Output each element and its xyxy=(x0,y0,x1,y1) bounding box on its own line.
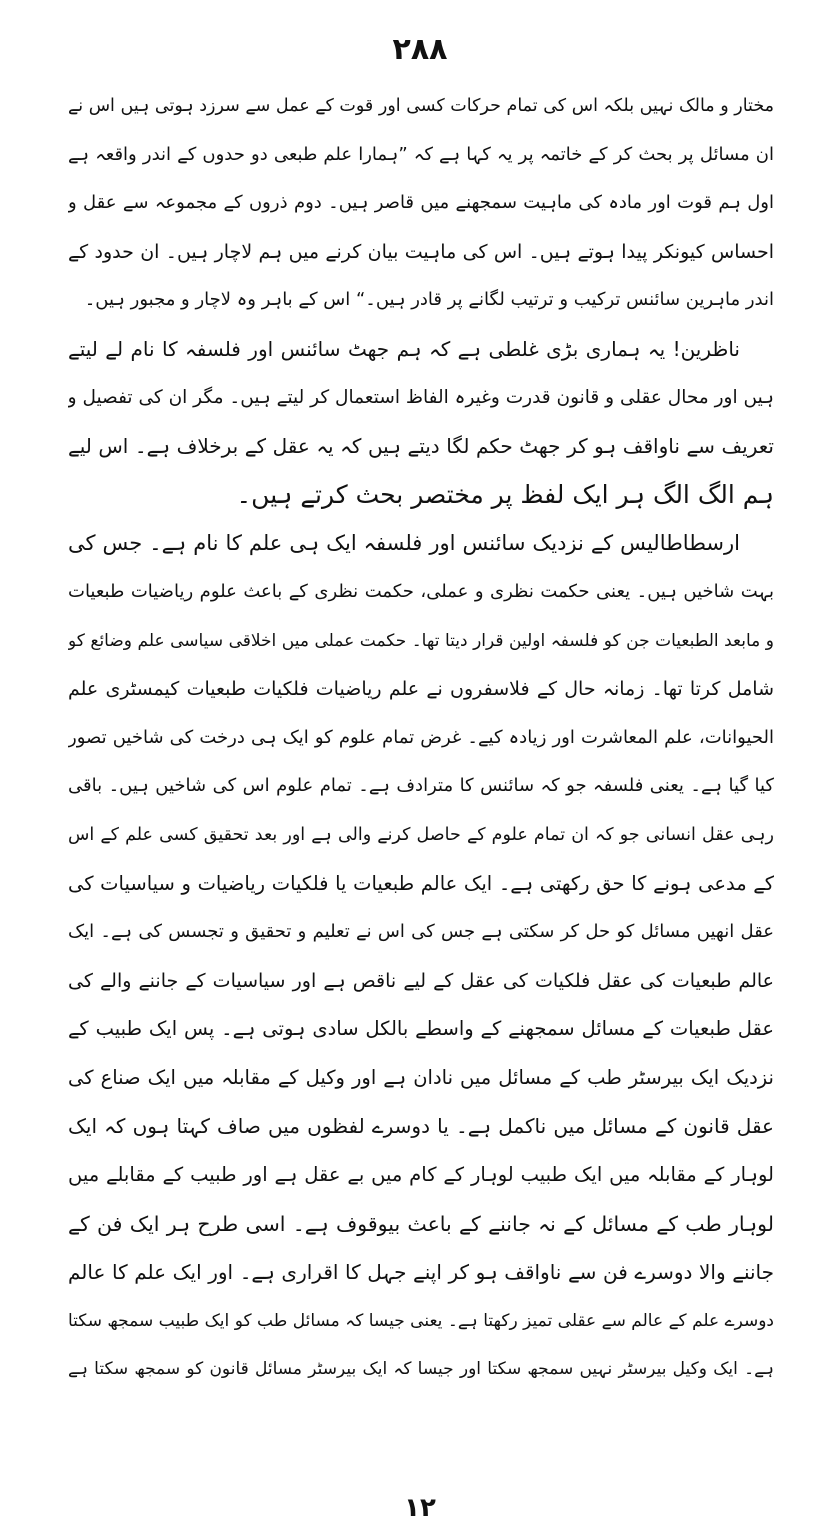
text-line: ان مسائل پر بحث کر کے خاتمہ پر یہ کہا ہے کہ ”ہمارا علم طبعی دو حدوں کے اندر واقعہ ہے xyxy=(68,143,774,165)
text-line: کیا گیا ہے۔ یعنی فلسفہ جو کہ سائنس کا مترادف ہے۔ تمام علوم اس کی شاخیں ہیں۔ باقی xyxy=(68,775,774,797)
text-line: مختار و مالک نہیں بلکہ اس کی تمام حرکات کسی اور قوت کے عمل سے سرزد ہوتی ہیں اس نے xyxy=(68,96,774,116)
text-line: احساس کیونکر پیدا ہوتے ہیں۔ اس کی ماہیت بیان کرنے میں ہم لاچار ہیں۔ ان حدود کے xyxy=(68,240,774,263)
text-line: عالم طبعیات کی عقل فلکیات کی عقل کے لیے ناقص ہے اور سیاسیات کے جاننے والے کی xyxy=(68,969,774,992)
text-line: اول ہم قوت اور مادہ کی ماہیت سمجھنے میں قاصر ہیں۔ دوم ذروں کے مجموعہ سے عقل و xyxy=(68,192,774,214)
text-line: ناظرین! یہ ہماری بڑی غلطی ہے کہ ہم جھٹ سائنس اور فلسفہ کا نام لے لیتے xyxy=(68,336,740,361)
text-line: عقل قانون کے مسائل میں ناکمل ہے۔ یا دوسرے لفظوں میں صاف کہتا ہوں کہ ایک xyxy=(68,1114,774,1139)
text-line: ہم الگ الگ ہر ایک لفظ پر مختصر بحث کرتے ہیں۔ xyxy=(236,479,774,509)
text-line: بہت شاخیں ہیں۔ یعنی حکمت نظری و عملی، حکمت نظری کے باعث علوم ریاضیات طبعیات xyxy=(68,580,774,602)
text-line: ارسطاطالیس کے نزدیک سائنس اور فلسفہ ایک ہی علم کا نام ہے۔ جس کی xyxy=(68,531,740,556)
text-line: اندر ماہرین سائنس ترکیب و ترتیب لگانے پر قادر ہیں۔“ اس کے باہر وہ لاچار و مجبور ہیں۔ xyxy=(84,289,774,311)
body-text xyxy=(68,82,774,1394)
page-number: ۲۸۸ xyxy=(392,32,448,67)
text-line: کے مدعی ہونے کا حق رکھتی ہے۔ ایک عالم طبعیات یا فلکیات ریاضیات و سیاسیات کی xyxy=(68,871,774,895)
text-line: شامل کرتا تھا۔ زمانہ حال کے فلاسفروں نے علم ریاضیات فلکیات طبعیات کیمسٹری علم xyxy=(68,678,774,701)
text-line: نزدیک ایک بیرسٹر طب کے مسائل میں نادان ہے اور وکیل کے مقابلہ میں ایک صناع کی xyxy=(68,1065,774,1089)
text-line: الحیوانات، علم المعاشرت اور زیادہ کیے۔ غرض تمام علوم کو ایک ہی درخت کی شاخیں تصور xyxy=(68,726,774,748)
footer-number: ۱۲ xyxy=(404,1493,436,1523)
text-line: تعریف سے ناواقف ہو کر جھٹ حکم لگا دیتے ہیں کہ یہ عقل کے برخلاف ہے۔ اس لیے xyxy=(68,434,774,459)
text-line: دوسرے علم کے عالم سے عقلی تمیز رکھتا ہے۔ یعنی جیسا کہ مسائل طب کو ایک طبیب سمجھ سکتا xyxy=(68,1310,774,1331)
text-line: ہے۔ ایک وکیل بیرسٹر نہیں سمجھ سکتا اور جیسا کہ ایک بیرسٹر مسائل قانون کو سمجھ سکتا ہے xyxy=(68,1359,774,1380)
text-line: جاننے والا دوسرے فن سے ناواقف ہو کر اپنے جہل کا اقراری ہے۔ اور ایک علم کا عالم xyxy=(68,1260,774,1285)
text-line: عقل انھیں مسائل کو حل کر سکتی ہے جس کی اس نے تعلیم و تحقیق و تجسس کی ہے۔ ایک xyxy=(68,921,774,943)
text-line: عقل طبعیات کے مسائل سمجھنے کے واسطے بالکل سادی ہوتی ہے۔ پس ایک طبیب کے xyxy=(68,1017,774,1041)
text-line: ہیں اور محال عقلی و قانون قدرت وغیرہ الفاظ استعمال کر لیتے ہیں۔ مگر ان کی تفصیل و xyxy=(68,386,774,408)
text-line: لوہار طب کے مسائل کے نہ جاننے کے باعث بیوقوف ہے۔ اسی طرح ہر ایک فن کے xyxy=(68,1211,774,1236)
text-line: لوہار کے مقابلہ میں ایک طبیب لوہار کے کام میں بے عقل ہے اور طبیب کے مقابلے میں xyxy=(68,1163,774,1187)
text-line: رہی عقل انسانی جو کہ ان تمام علوم کے حاصل کرنے والی ہے اور بعد تحقیق کسی علم کے اس xyxy=(68,824,774,845)
text-line: و مابعد الطبعیات جن کو فلسفہ اولین قرار دیتا تھا۔ حکمت عملی میں اخلاقی سیاسی علم وضائع کو xyxy=(68,630,774,651)
